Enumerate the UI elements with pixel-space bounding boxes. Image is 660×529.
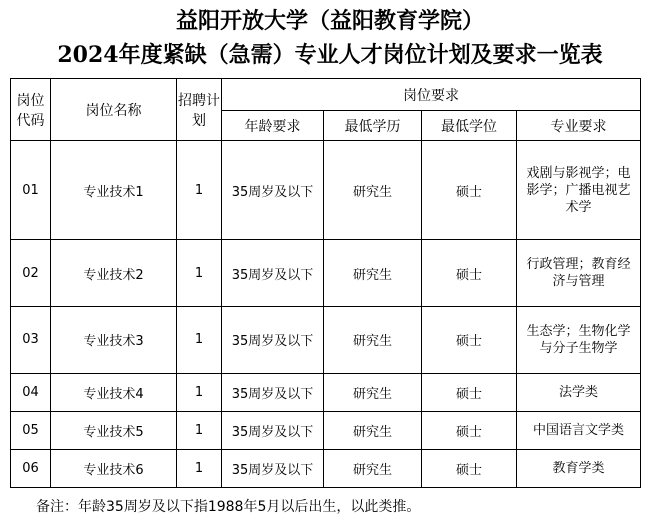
cell-code: 03	[11, 306, 51, 373]
table-row	[11, 240, 641, 307]
cell-name: 专业技术4	[51, 373, 177, 411]
cell-code: 06	[11, 449, 51, 487]
cell-degree: 硕士	[422, 373, 517, 411]
cell-age: 35周岁及以下	[222, 411, 324, 449]
cell-code: 02	[11, 240, 51, 307]
table-row	[11, 411, 641, 449]
cell-major: 法学类	[517, 373, 641, 411]
cell-age: 35周岁及以下	[222, 449, 324, 487]
table-row	[11, 449, 641, 487]
header-requirements: 岗位要求	[222, 79, 641, 111]
cell-age: 35周岁及以下	[222, 373, 324, 411]
cell-education: 研究生	[324, 373, 422, 411]
table-row	[11, 373, 641, 411]
cell-education: 研究生	[324, 306, 422, 373]
cell-count: 1	[177, 449, 222, 487]
cell-code: 01	[11, 141, 51, 240]
cell-education: 研究生	[324, 141, 422, 240]
header-code: 岗位代码	[11, 79, 51, 141]
header-count: 招聘计划	[177, 79, 222, 141]
cell-major: 行政管理；教育经济与管理	[517, 240, 641, 307]
cell-education: 研究生	[324, 240, 422, 307]
table-row	[11, 141, 641, 240]
document-title-line1: 益阳开放大学（益阳教育学院）	[175, 8, 484, 34]
cell-name: 专业技术3	[51, 306, 177, 373]
cell-name: 专业技术2	[51, 240, 177, 307]
cell-major: 中国语言文学类	[517, 411, 641, 449]
header-degree: 最低学位	[422, 111, 517, 141]
cell-count: 1	[177, 141, 222, 240]
cell-age: 35周岁及以下	[222, 306, 324, 373]
document-title-line2: 2024年度紧缺（急需）专业人才岗位计划及要求一览表	[57, 42, 603, 68]
cell-code: 05	[11, 411, 51, 449]
cell-count: 1	[177, 373, 222, 411]
cell-degree: 硕士	[422, 141, 517, 240]
cell-degree: 硕士	[422, 240, 517, 307]
cell-count: 1	[177, 240, 222, 307]
cell-major: 生态学；生物化学与分子生物学	[517, 306, 641, 373]
cell-degree: 硕士	[422, 306, 517, 373]
table-row	[11, 306, 641, 373]
header-name: 岗位名称	[51, 79, 177, 141]
header-education: 最低学历	[324, 111, 422, 141]
cell-education: 研究生	[324, 411, 422, 449]
cell-name: 专业技术6	[51, 449, 177, 487]
cell-degree: 硕士	[422, 411, 517, 449]
cell-major: 戏剧与影视学；电影学；广播电视艺术学	[517, 141, 641, 240]
cell-count: 1	[177, 306, 222, 373]
cell-major: 教育学类	[517, 449, 641, 487]
cell-name: 专业技术5	[51, 411, 177, 449]
cell-code: 04	[11, 373, 51, 411]
cell-age: 35周岁及以下	[222, 141, 324, 240]
header-row-top	[11, 79, 641, 111]
footnote: 备注：年龄35周岁及以下指1988年5月以后出生，以此类推。	[36, 499, 421, 515]
cell-degree: 硕士	[422, 449, 517, 487]
cell-age: 35周岁及以下	[222, 240, 324, 307]
header-age: 年龄要求	[222, 111, 324, 141]
header-major: 专业要求	[517, 111, 641, 141]
positions-table	[10, 78, 641, 488]
cell-name: 专业技术1	[51, 141, 177, 240]
cell-education: 研究生	[324, 449, 422, 487]
cell-count: 1	[177, 411, 222, 449]
